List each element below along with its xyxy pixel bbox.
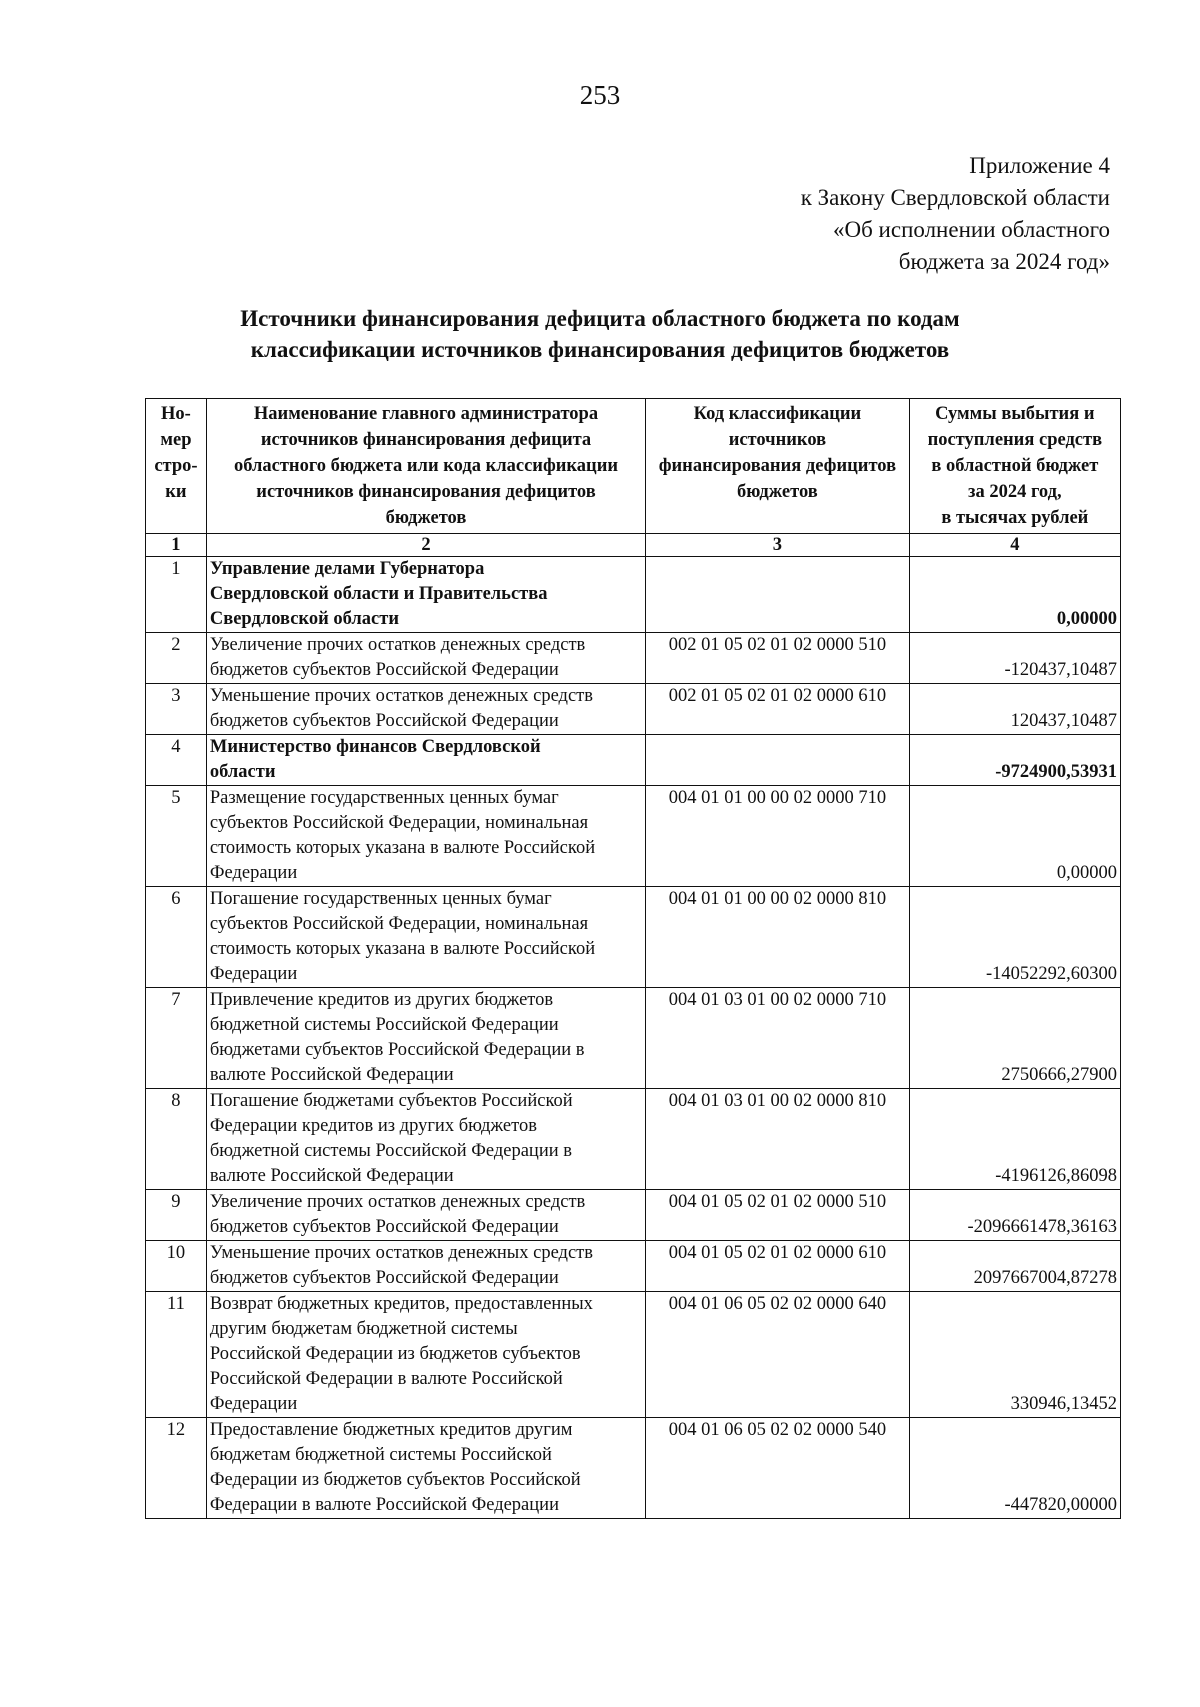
row-name-line: стоимость которых указана в валюте Российской [209, 838, 596, 858]
row-name-line: Увеличение прочих остатков денежных средств [209, 1192, 586, 1212]
row-code: 004 01 06 05 02 02 0000 540 [646, 1418, 910, 1519]
row-sum: 0,00000 [909, 786, 1120, 887]
row-name-line: области [209, 762, 276, 782]
row-name [206, 735, 645, 786]
row-name-line: бюджетов субъектов Российской Федерации [209, 1217, 559, 1237]
row-name [206, 1241, 645, 1292]
row-name-line: Федерации из бюджетов субъектов Российской [209, 1470, 581, 1490]
row-name-line: Уменьшение прочих остатков денежных средств [209, 1243, 593, 1263]
row-number: 5 [146, 786, 207, 887]
appendix-reference [801, 150, 1110, 278]
table-row [146, 1418, 1121, 1519]
table-row [146, 786, 1121, 887]
column-number: 3 [646, 534, 910, 557]
row-name-line: Управление делами Губернатора [209, 559, 485, 579]
row-name [206, 1089, 645, 1190]
row-name-line: Свердловской области [209, 609, 399, 629]
row-code: 004 01 06 05 02 02 0000 640 [646, 1292, 910, 1418]
column-number: 2 [206, 534, 645, 557]
column-number: 4 [909, 534, 1120, 557]
row-code: 002 01 05 02 01 02 0000 610 [646, 684, 910, 735]
row-code [646, 557, 910, 633]
table-header-row [146, 399, 1121, 534]
table-row [146, 1089, 1121, 1190]
row-name [206, 887, 645, 988]
header-line: финансирования дефицитов [658, 456, 897, 476]
header-line: Код классификации [693, 404, 862, 424]
row-name-line: Возврат бюджетных кредитов, предоставленных [209, 1294, 593, 1314]
row-name-line: Российской Федерации в валюте Российской [209, 1369, 563, 1389]
row-name-line: Уменьшение прочих остатков денежных средств [209, 686, 593, 706]
header-line: источников финансирования дефицитов [256, 482, 596, 502]
header-sum [909, 399, 1120, 534]
row-name-line: Федерации [209, 964, 298, 984]
row-number: 6 [146, 887, 207, 988]
row-name-line: бюджетной системы Российской Федерации [209, 1015, 559, 1035]
row-name-line: Увеличение прочих остатков денежных средств [209, 635, 586, 655]
row-sum: 2097667004,87278 [909, 1241, 1120, 1292]
row-code: 002 01 05 02 01 02 0000 510 [646, 633, 910, 684]
row-name [206, 1292, 645, 1418]
header-line: за 2024 год, [968, 482, 1062, 502]
row-name-line: Российской Федерации из бюджетов субъектов [209, 1344, 581, 1364]
header-line: Но- [161, 404, 191, 424]
header-line: Суммы выбытия и [935, 404, 1095, 424]
row-name-line: Федерации кредитов из других бюджетов [209, 1116, 537, 1136]
header-row-number [146, 399, 207, 534]
row-sum: -4196126,86098 [909, 1089, 1120, 1190]
row-name-line: Свердловской области и Правительства [209, 584, 548, 604]
column-number-row [146, 534, 1121, 557]
row-name-line: бюджетам бюджетной системы Российской [209, 1445, 552, 1465]
row-number: 12 [146, 1418, 207, 1519]
title-line: классификации источников финансирования дефицитов бюджетов [250, 337, 950, 362]
row-number: 7 [146, 988, 207, 1089]
header-line: бюджетов [737, 482, 818, 502]
row-name-line: Федерации [209, 863, 298, 883]
row-name [206, 684, 645, 735]
header-line: поступления средств [927, 430, 1103, 450]
header-line: в областной бюджет [931, 456, 1099, 476]
document-title [0, 303, 1200, 365]
row-name-line: бюджетной системы Российской Федерации в [209, 1141, 572, 1161]
row-name-line: субъектов Российской Федерации, номинальная [209, 914, 589, 934]
row-code: 004 01 03 01 00 02 0000 810 [646, 1089, 910, 1190]
row-code [646, 735, 910, 786]
header-name [206, 399, 645, 534]
row-name [206, 557, 645, 633]
header-line: источников [728, 430, 827, 450]
table-row [146, 887, 1121, 988]
row-sum: -120437,10487 [909, 633, 1120, 684]
appendix-line: «Об исполнении областного [833, 217, 1110, 242]
appendix-line: бюджета за 2024 год» [898, 249, 1110, 274]
table-row [146, 633, 1121, 684]
header-line: источников финансирования дефицита [260, 430, 592, 450]
row-name-line: Погашение государственных ценных бумаг [209, 889, 552, 909]
row-name [206, 1418, 645, 1519]
header-line: в тысячах рублей [941, 508, 1089, 528]
header-line: Наименование главного администратора [253, 404, 599, 424]
row-name-line: валюте Российской Федерации [209, 1065, 454, 1085]
row-code: 004 01 05 02 01 02 0000 510 [646, 1190, 910, 1241]
row-name-line: валюте Российской Федерации [209, 1166, 454, 1186]
row-number: 9 [146, 1190, 207, 1241]
row-number: 10 [146, 1241, 207, 1292]
row-sum: -9724900,53931 [909, 735, 1120, 786]
row-code: 004 01 03 01 00 02 0000 710 [646, 988, 910, 1089]
table-row [146, 1292, 1121, 1418]
row-name-line: субъектов Российской Федерации, номинальная [209, 813, 589, 833]
table-row [146, 735, 1121, 786]
row-sum: 120437,10487 [909, 684, 1120, 735]
row-sum: 330946,13452 [909, 1292, 1120, 1418]
row-name [206, 1190, 645, 1241]
table-row [146, 988, 1121, 1089]
header-line: бюджетов [385, 508, 467, 528]
appendix-line: к Закону Свердловской области [800, 185, 1110, 210]
header-code [646, 399, 910, 534]
row-name-line: Федерации [209, 1394, 298, 1414]
header-line: областного бюджета или кода классификации [233, 456, 619, 476]
table-row [146, 1241, 1121, 1292]
row-name-line: Погашение бюджетами субъектов Российской [209, 1091, 573, 1111]
row-number: 2 [146, 633, 207, 684]
table-row [146, 1190, 1121, 1241]
row-name [206, 633, 645, 684]
row-name-line: стоимость которых указана в валюте Российской [209, 939, 596, 959]
row-name-line: бюджетов субъектов Российской Федерации [209, 711, 559, 731]
row-sum: -2096661478,36163 [909, 1190, 1120, 1241]
table-row [146, 557, 1121, 633]
row-sum: 0,00000 [909, 557, 1120, 633]
row-code: 004 01 05 02 01 02 0000 610 [646, 1241, 910, 1292]
header-line: стро- [154, 456, 198, 476]
row-sum: 2750666,27900 [909, 988, 1120, 1089]
table-row [146, 684, 1121, 735]
row-name-line: бюджетов субъектов Российской Федерации [209, 1268, 559, 1288]
row-name-line: Министерство финансов Свердловской [209, 737, 541, 757]
row-sum: -14052292,60300 [909, 887, 1120, 988]
row-number: 3 [146, 684, 207, 735]
title-line: Источники финансирования дефицита областного бюджета по кодам [240, 306, 960, 331]
row-sum: -447820,00000 [909, 1418, 1120, 1519]
row-name [206, 786, 645, 887]
header-line: ки [165, 482, 187, 502]
row-name [206, 988, 645, 1089]
row-code: 004 01 01 00 00 02 0000 810 [646, 887, 910, 988]
header-line: мер [160, 430, 192, 450]
row-name-line: Федерации в валюте Российской Федерации [209, 1495, 559, 1515]
page-number: 253 [579, 80, 621, 110]
row-name-line: бюджетами субъектов Российской Федерации в [209, 1040, 585, 1060]
row-number: 8 [146, 1089, 207, 1190]
row-code: 004 01 01 00 00 02 0000 710 [646, 786, 910, 887]
row-number: 4 [146, 735, 207, 786]
row-name-line: Размещение государственных ценных бумаг [209, 788, 559, 808]
row-name-line: Предоставление бюджетных кредитов другим [209, 1420, 573, 1440]
row-name-line: другим бюджетам бюджетной системы [209, 1319, 518, 1339]
row-name-line: Привлечение кредитов из других бюджетов [209, 990, 554, 1010]
column-number: 1 [146, 534, 207, 557]
appendix-line: Приложение 4 [969, 153, 1110, 178]
row-number: 1 [146, 557, 207, 633]
financing-sources-table [145, 398, 1121, 1519]
row-number: 11 [146, 1292, 207, 1418]
row-name-line: бюджетов субъектов Российской Федерации [209, 660, 559, 680]
